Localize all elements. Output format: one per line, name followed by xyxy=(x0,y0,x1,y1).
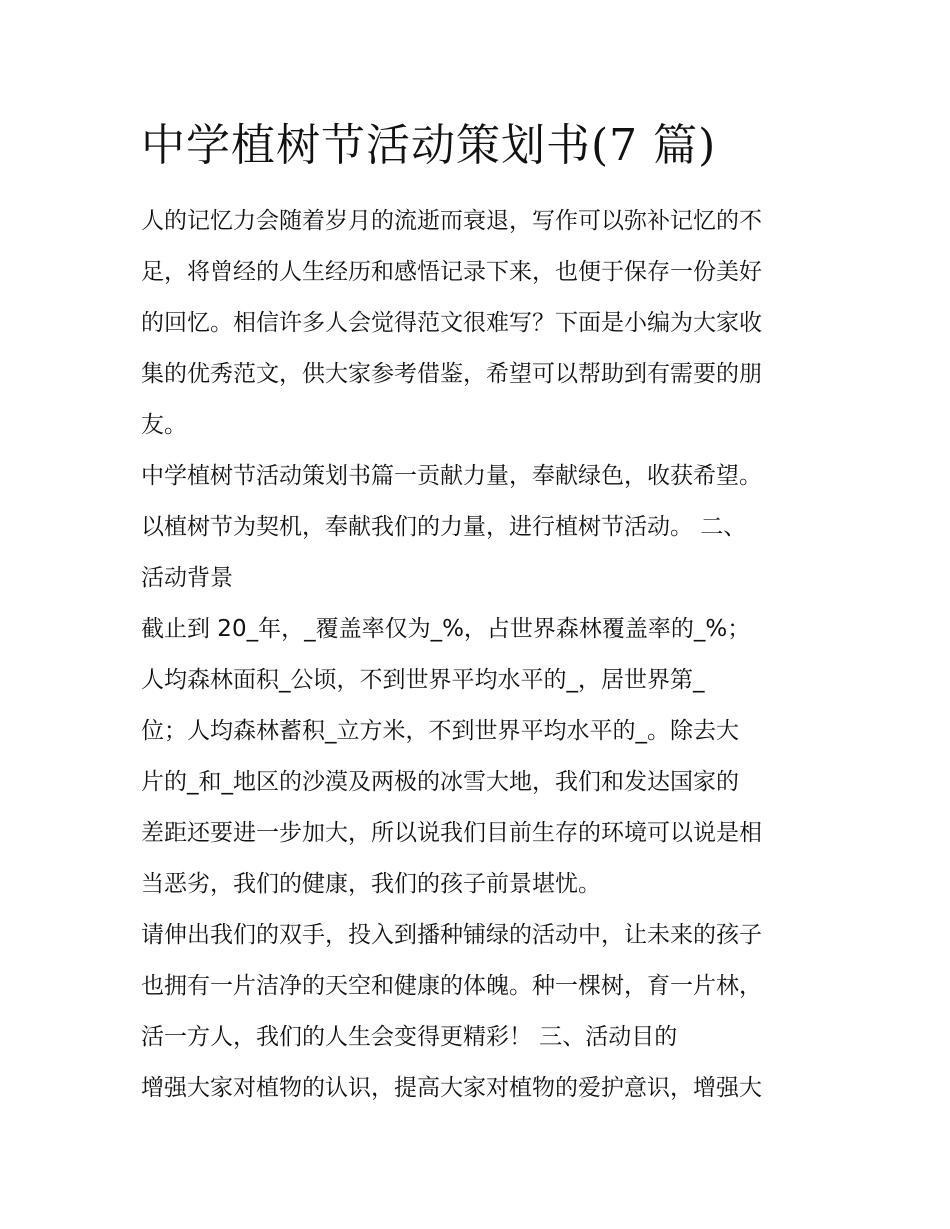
text-line: 人的记忆力会随着岁月的流逝而衰退，写作可以弥补记忆的不 xyxy=(141,208,762,234)
text-line: 友。 xyxy=(141,412,187,438)
text-line: 位；人均森林蓄积_立方米，不到世界平均水平的_。除去大 xyxy=(141,718,739,744)
paragraph-section-one xyxy=(141,451,821,604)
paragraph-intro xyxy=(141,196,821,451)
text-line: 增强大家对植物的认识，提高大家对植物的爱护意识，增强大 xyxy=(141,1075,762,1101)
text-line: 足，将曾经的人生经历和感悟记录下来，也便于保存一份美好 xyxy=(141,259,762,285)
text-line: 也拥有一片洁净的天空和健康的体魄。种一棵树，育一片林， xyxy=(141,973,762,999)
text-line: 中学植树节活动策划书篇一贡献力量，奉献绿色，收获希望。 xyxy=(141,463,762,489)
text-line: 请伸出我们的双手，投入到播种铺绿的活动中，让未来的孩子 xyxy=(141,922,762,948)
text-line: 截止到 20_年，_覆盖率仅为_%，占世界森林覆盖率的_%； xyxy=(141,616,751,642)
text-line: 的回忆。相信许多人会觉得范文很难写？下面是小编为大家收 xyxy=(141,310,762,336)
paragraph-call-to-action xyxy=(141,910,821,1063)
text-line: 活一方人，我们的人生会变得更精彩！ 三、活动目的 xyxy=(141,1024,678,1050)
text-line: 片的_和_地区的沙漠及两极的冰雪大地，我们和发达国家的 xyxy=(141,769,739,795)
document-body xyxy=(141,196,821,1114)
text-line: 集的优秀范文，供大家参考借鉴，希望可以帮助到有需要的朋 xyxy=(141,361,762,387)
text-line: 差距还要进一步加大，所以说我们目前生存的环境可以说是相 xyxy=(141,820,762,846)
paragraph-goal xyxy=(141,1063,821,1114)
text-line: 人均森林面积_公顷，不到世界平均水平的_，居世界第_ xyxy=(141,667,705,693)
text-line: 当恶劣，我们的健康，我们的孩子前景堪忧。 xyxy=(141,871,601,897)
text-line: 活动背景 xyxy=(141,565,233,591)
paragraph-background xyxy=(141,604,821,910)
document-title: 中学植树节活动策划书(7 篇) xyxy=(141,120,717,171)
text-line: 以植树节为契机，奉献我们的力量，进行植树节活动。 二、 xyxy=(141,514,747,540)
